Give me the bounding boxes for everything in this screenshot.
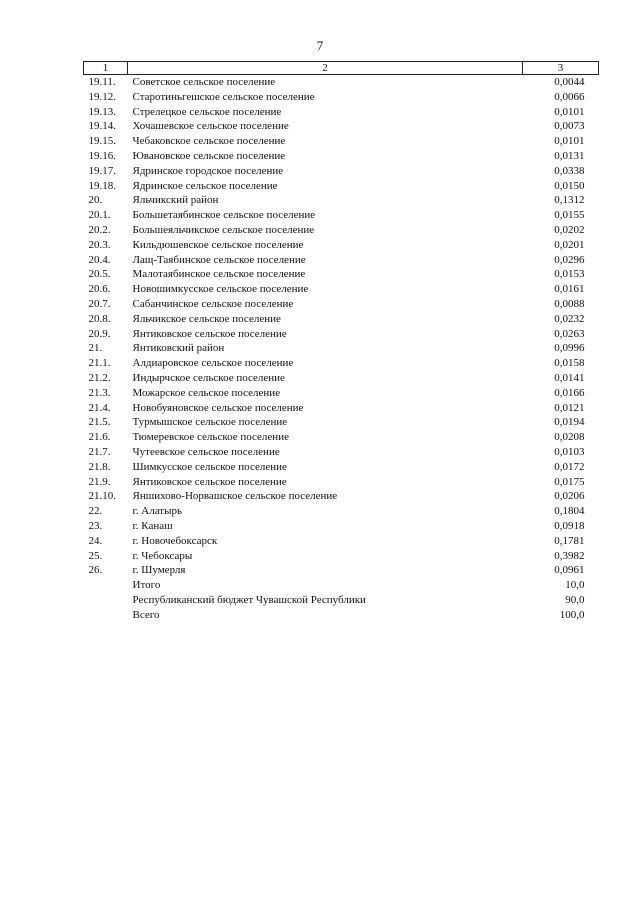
row-value: 0,0166 — [554, 386, 585, 399]
table-row — [84, 341, 599, 356]
row-name: Ювановское сельское поселение — [132, 149, 286, 162]
row-number — [84, 578, 128, 593]
row-name: Хочашевское сельское поселение — [132, 120, 289, 133]
table-row — [84, 238, 599, 253]
row-number: 20.3. — [88, 238, 111, 251]
row-value: 0,0201 — [554, 238, 585, 251]
row-number: 21.9. — [88, 475, 111, 488]
table-row — [84, 327, 599, 342]
row-name: Индырчское сельское поселение — [132, 371, 285, 384]
row-number: 23. — [88, 519, 103, 532]
table-row — [84, 386, 599, 401]
table-row — [84, 223, 599, 238]
table-row — [84, 193, 599, 208]
row-number: 20.9. — [88, 327, 111, 340]
page-number: 7 — [316, 38, 324, 53]
row-name: г. Шумерля — [132, 564, 186, 577]
row-value: 0,0232 — [554, 312, 585, 325]
row-value: 0,0141 — [554, 371, 585, 384]
row-name: Сабанчинское сельское поселение — [132, 297, 294, 310]
row-name: Новошимкусское сельское поселение — [132, 283, 309, 296]
row-value: 100,0 — [559, 608, 585, 621]
row-number: 19.17. — [88, 164, 116, 177]
table-row — [84, 312, 599, 327]
table-row — [84, 563, 599, 578]
distribution-table — [83, 61, 599, 622]
row-name: Большеяльчикское сельское поселение — [132, 223, 315, 236]
row-value: 0,0101 — [554, 135, 585, 148]
row-value: 0,0208 — [554, 431, 585, 444]
table-row — [84, 105, 599, 120]
row-name: Ядринское городское поселение — [132, 164, 284, 177]
row-name: Чебаковское сельское поселение — [132, 135, 286, 148]
row-value: 0,0153 — [554, 268, 585, 281]
row-name: Большетаябинское сельское поселение — [132, 209, 316, 222]
table-row — [84, 549, 599, 564]
row-name: Ядринское сельское поселение — [132, 179, 278, 192]
row-name: Старотиньгешское сельское поселение — [132, 90, 315, 103]
table-row — [84, 282, 599, 297]
table-row — [84, 356, 599, 371]
row-name: г. Новочебоксарск — [132, 534, 218, 547]
row-number: 19.11. — [88, 76, 116, 88]
table-row — [84, 75, 599, 90]
row-name: Всего — [132, 608, 160, 621]
row-value: 0,0103 — [554, 445, 585, 458]
table-row — [84, 430, 599, 445]
row-number: 20.7. — [88, 297, 111, 310]
row-value: 90,0 — [565, 593, 585, 606]
table-row — [84, 134, 599, 149]
table-row — [84, 475, 599, 490]
row-value: 0,0296 — [554, 253, 585, 266]
row-number — [84, 593, 128, 608]
row-number: 19.15. — [88, 135, 116, 148]
row-name: Турмышское сельское поселение — [132, 416, 288, 429]
row-name: Тюмеревское сельское поселение — [132, 431, 289, 444]
row-number: 26. — [88, 564, 103, 577]
row-number: 20.4. — [88, 253, 111, 266]
row-name: Новобуяновское сельское поселение — [132, 401, 304, 414]
header-col-1: 1 — [84, 62, 128, 75]
row-value: 0,0131 — [554, 149, 585, 162]
row-value: 0,0088 — [554, 297, 585, 310]
table-row — [84, 208, 599, 223]
row-name: Яльчикский район — [132, 194, 219, 207]
row-value: 0,0172 — [554, 460, 585, 473]
table-row — [84, 179, 599, 194]
row-name: Чутеевское сельское поселение — [132, 445, 280, 458]
row-value: 0,0175 — [554, 475, 585, 488]
row-number: 21.7. — [88, 445, 111, 458]
row-name: Советское сельское поселение — [132, 76, 276, 88]
row-name: Яншихово-Норвашское сельское поселение — [132, 490, 338, 503]
row-number: 21.5. — [88, 416, 111, 429]
row-number: 19.18. — [88, 179, 116, 192]
row-number: 20.6. — [88, 283, 111, 296]
table-row — [84, 504, 599, 519]
row-value: 10,0 — [565, 579, 585, 592]
row-value: 0,0202 — [554, 223, 585, 236]
row-value: 0,0066 — [554, 90, 585, 103]
row-number: 21.3. — [88, 386, 111, 399]
row-number: 22. — [88, 505, 103, 518]
row-value: 0,0996 — [554, 342, 585, 355]
row-number: 20. — [88, 194, 103, 207]
row-value: 0,0155 — [554, 209, 585, 222]
row-number: 19.14. — [88, 120, 116, 133]
table-row — [84, 371, 599, 386]
row-value: 0,1312 — [554, 194, 585, 207]
table-row — [84, 267, 599, 282]
table-row — [84, 149, 599, 164]
row-number: 20.2. — [88, 223, 111, 236]
row-name: Яльчикское сельское поселение — [132, 312, 281, 325]
row-number: 19.13. — [88, 105, 116, 118]
table-row — [84, 593, 599, 608]
table-row — [84, 445, 599, 460]
row-value: 0,0338 — [554, 164, 585, 177]
row-value: 0,1781 — [554, 534, 585, 547]
row-number: 20.8. — [88, 312, 111, 325]
row-name: Шимкусское сельское поселение — [132, 460, 287, 473]
row-value: 0,0150 — [554, 179, 585, 192]
table-row — [84, 534, 599, 549]
row-value: 0,0161 — [554, 283, 585, 296]
row-value: 0,0101 — [554, 105, 585, 118]
row-number: 25. — [88, 549, 103, 562]
table-row — [84, 415, 599, 430]
row-value: 0,0073 — [554, 120, 585, 133]
header-col-3: 3 — [523, 62, 599, 75]
row-name: Кильдюшевское сельское поселение — [132, 238, 304, 251]
row-value: 0,1804 — [554, 505, 585, 518]
table-row — [84, 578, 599, 593]
table-body — [84, 75, 599, 623]
table-row — [84, 90, 599, 105]
row-number: 21.1. — [88, 357, 111, 370]
row-name: Стрелецкое сельское поселение — [132, 105, 282, 118]
table-row — [84, 119, 599, 134]
row-value: 0,0918 — [554, 519, 585, 532]
row-name: г. Канаш — [132, 519, 173, 532]
row-number: 21.2. — [88, 371, 111, 384]
row-value: 0,0961 — [554, 564, 585, 577]
row-number: 20.5. — [88, 268, 111, 281]
row-name: Лащ-Таябинское сельское поселение — [132, 253, 306, 266]
row-number: 20.1. — [88, 209, 111, 222]
row-number: 19.12. — [88, 90, 116, 103]
table-row — [84, 401, 599, 416]
row-name: Алдиаровское сельское поселение — [132, 357, 294, 370]
table-header-row — [84, 62, 599, 75]
table-row — [84, 608, 599, 623]
row-name: г. Чебоксары — [132, 549, 193, 562]
row-number: 21.4. — [88, 401, 111, 414]
row-name: Малотаябинское сельское поселение — [132, 268, 306, 281]
row-number: 21. — [88, 342, 103, 355]
table-row — [84, 519, 599, 534]
row-name: Янтиковское сельское поселение — [132, 327, 287, 340]
row-number: 21.8. — [88, 460, 111, 473]
row-number: 24. — [88, 534, 103, 547]
row-name: Янтиковский район — [132, 342, 225, 355]
row-value: 0,0206 — [554, 490, 585, 503]
row-value: 0,0121 — [554, 401, 585, 414]
row-value: 0,3982 — [554, 549, 585, 562]
row-name: Можарское сельское поселение — [132, 386, 281, 399]
row-name: Республиканский бюджет Чувашской Республики — [132, 593, 366, 606]
table-row — [84, 489, 599, 504]
row-number: 21.6. — [88, 431, 111, 444]
table-row — [84, 297, 599, 312]
row-number: 21.10. — [88, 490, 116, 503]
row-name: Янтиковское сельское поселение — [132, 475, 287, 488]
row-value: 0,0263 — [554, 327, 585, 340]
table-row — [84, 460, 599, 475]
row-number — [84, 608, 128, 623]
row-name: г. Алатырь — [132, 505, 183, 518]
header-col-2: 2 — [128, 62, 523, 75]
row-value: 0,0044 — [554, 76, 585, 88]
table-row — [84, 253, 599, 268]
row-number: 19.16. — [88, 149, 116, 162]
row-value: 0,0158 — [554, 357, 585, 370]
table-row — [84, 164, 599, 179]
row-value: 0,0194 — [554, 416, 585, 429]
row-name: Итого — [132, 579, 161, 592]
